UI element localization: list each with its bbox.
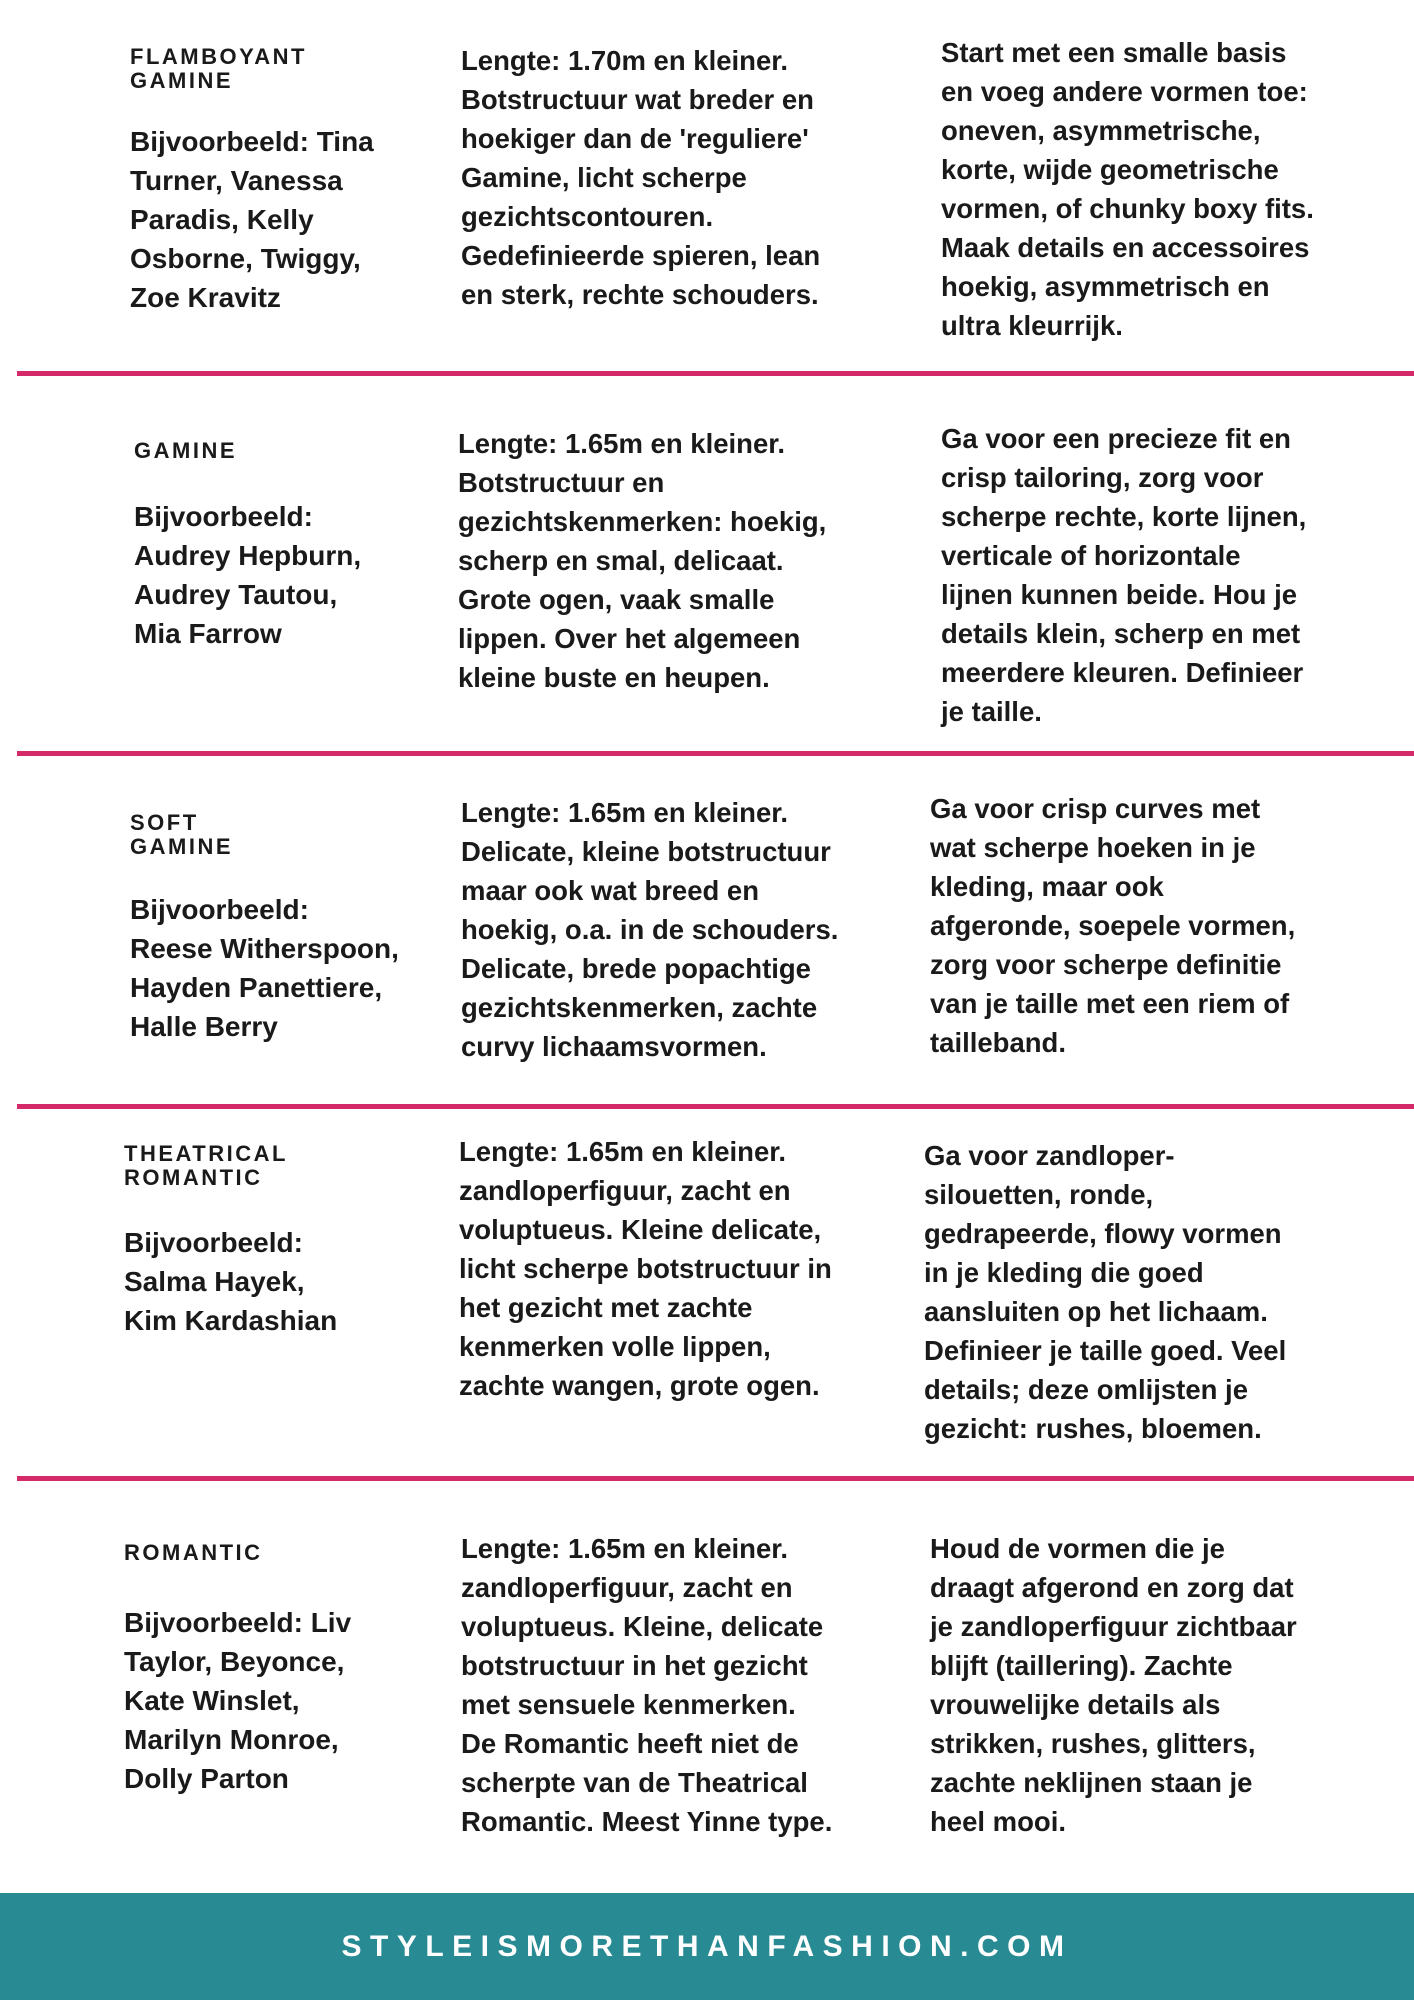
- examples-text: Bijvoorbeeld: Reese Witherspoon, Hayden Panettiere, Halle Berry: [130, 894, 399, 1042]
- type-name: GAMINE: [134, 438, 237, 463]
- row-5-type: [124, 1541, 263, 1565]
- row-4-type: [124, 1142, 288, 1190]
- type-name: SOFT GAMINE: [130, 810, 233, 859]
- row-1-description: [461, 41, 820, 314]
- row-divider: [17, 1476, 1414, 1481]
- description-text: Lengte: 1.65m en kleiner. zandloperfiguur, zacht en voluptueus. Kleine, delicate botstructuur in het gezicht met sensuele kenmerken. De Romantic heeft niet de scherpte van de Theatrical Romantic. Meest Yinne type.: [461, 1533, 833, 1837]
- type-name: THEATRICAL ROMANTIC: [124, 1141, 288, 1190]
- examples-text: Bijvoorbeeld: Liv Taylor, Beyonce, Kate Winslet, Marilyn Monroe, Dolly Parton: [124, 1607, 352, 1794]
- row-divider: [17, 1104, 1414, 1109]
- row-3-examples: [130, 890, 399, 1046]
- row-3-advice: [930, 789, 1295, 1062]
- row-1-advice: [941, 33, 1314, 345]
- advice-text: Start met een smalle basis en voeg andere vormen toe: oneven, asymmetrische, korte, wijde geometrische vormen, of chunky boxy fits. Maak details en accessoires hoekig, asymmetrisch en ultra kleurrijk.: [941, 37, 1314, 341]
- row-3-description: [461, 793, 838, 1066]
- row-1-type: [130, 45, 307, 93]
- type-name: ROMANTIC: [124, 1540, 263, 1565]
- row-2-examples: [134, 497, 361, 653]
- description-text: Lengte: 1.65m en kleiner. Delicate, kleine botstructuur maar ook wat breed en hoekig, o.a. in de schouders. Delicate, brede popachtige gezichtskenmerken, zachte curvy lichaamsvormen.: [461, 797, 839, 1062]
- row-3-type: [130, 811, 233, 859]
- website-link[interactable]: STYLEISMORETHANFASHION.COM: [341, 1929, 1073, 1963]
- row-5-description: [461, 1529, 832, 1841]
- examples-text: Bijvoorbeeld: Audrey Hepburn, Audrey Tautou, Mia Farrow: [134, 501, 362, 649]
- row-1-examples: [130, 122, 374, 317]
- row-divider: [17, 371, 1414, 376]
- examples-text: Bijvoorbeeld: Tina Turner, Vanessa Paradis, Kelly Osborne, Twiggy, Zoe Kravitz: [130, 126, 374, 313]
- advice-text: Ga voor een precieze fit en crisp tailoring, zorg voor scherpe rechte, korte lijnen, verticale of horizontale lijnen kunnen beide. Hou je details klein, scherp en met meerdere kleuren. Definieer je taille.: [941, 423, 1307, 727]
- row-divider: [17, 751, 1414, 756]
- description-text: Lengte: 1.70m en kleiner. Botstructuur wat breder en hoekiger dan de 'reguliere' Gamine, licht scherpe gezichtscontouren. Gedefinieerde spieren, lean en sterk, rechte schouders.: [461, 45, 821, 310]
- row-4-examples: [124, 1223, 337, 1340]
- advice-text: Ga voor zandloper- silouetten, ronde, gedrapeerde, flowy vormen in je kleding die goed aansluiten op het lichaam. Definieer je taille goed. Veel details; deze omlijsten je gezicht: rushes, bloemen.: [924, 1140, 1287, 1444]
- description-text: Lengte: 1.65m en kleiner. Botstructuur en gezichtskenmerken: hoekig, scherp en smal, delicaat. Grote ogen, vaak smalle lippen. Over het algemeen kleine buste en heupen.: [458, 428, 827, 693]
- advice-text: Houd de vormen die je draagt afgerond en zorg dat je zandloperfiguur zichtbaar blijft (taillering). Zachte vrouwelijke details als strikken, rushes, glitters, zachte neklijnen staan je heel mooi.: [930, 1533, 1297, 1837]
- footer-bar: [0, 1893, 1414, 2000]
- type-name: FLAMBOYANT GAMINE: [130, 44, 307, 93]
- description-text: Lengte: 1.65m en kleiner. zandloperfiguur, zacht en voluptueus. Kleine delicate, licht scherpe botstructuur in het gezicht met zachte kenmerken volle lippen, zachte wangen, grote ogen.: [459, 1136, 832, 1401]
- row-4-advice: [924, 1136, 1286, 1448]
- row-5-examples: [124, 1603, 351, 1798]
- examples-text: Bijvoorbeeld: Salma Hayek, Kim Kardashian: [124, 1227, 338, 1336]
- row-5-advice: [930, 1529, 1297, 1841]
- row-2-advice: [941, 419, 1306, 731]
- row-2-type: [134, 439, 237, 463]
- row-4-description: [459, 1132, 832, 1405]
- row-2-description: [458, 424, 826, 697]
- advice-text: Ga voor crisp curves met wat scherpe hoeken in je kleding, maar ook afgeronde, soepele vormen, zorg voor scherpe definitie van je taille met een riem of tailleband.: [930, 793, 1296, 1058]
